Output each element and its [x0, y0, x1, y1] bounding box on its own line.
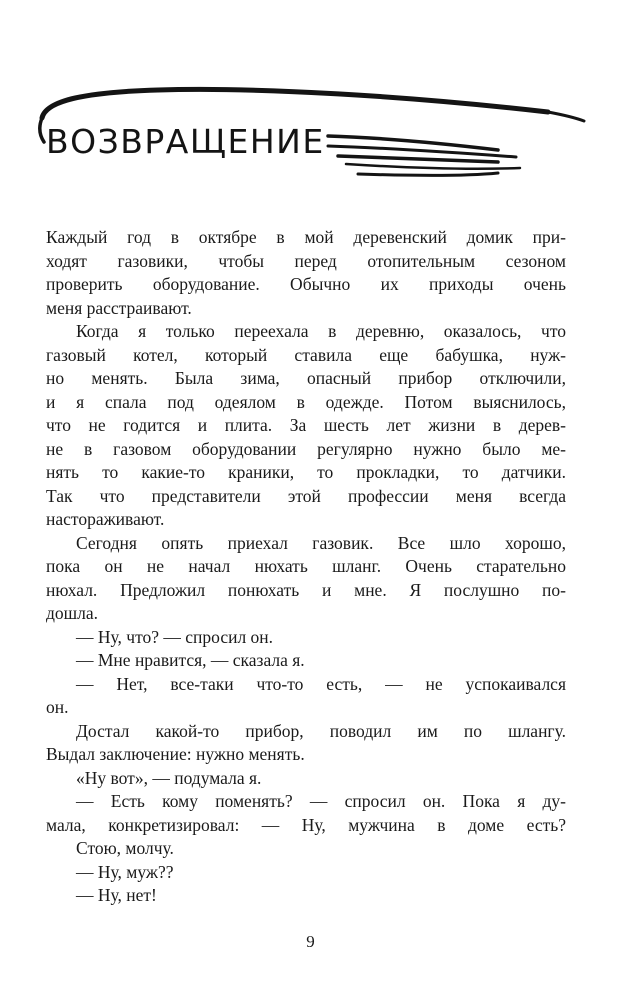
text-line: не в газовом оборудовании регулярно нужно было ме-: [46, 438, 566, 459]
chapter-title: ВОЗВРАЩЕНИЕ: [46, 122, 325, 161]
text-line: Так что представители этой профессии меня всегда: [46, 485, 566, 506]
text-line: Достал какой-то прибор, поводил им по шлангу.: [76, 720, 566, 741]
chapter-heading: [28, 78, 588, 208]
text-line: он.: [46, 697, 69, 717]
text-line: настораживают.: [46, 509, 165, 529]
text-line: дошла.: [46, 603, 99, 623]
text-line: нюхал. Предложил понюхать и мне. Я послушно по-: [46, 579, 566, 600]
text-line: меня расстраивают.: [46, 297, 192, 318]
text-line: — Ну, что? — спросил он.: [76, 626, 274, 647]
text-line: — Мне нравится, — сказала я.: [76, 650, 305, 670]
text-line: Выдал заключение: нужно менять.: [46, 744, 305, 764]
text-line: ходят газовики, чтобы перед отопительным сезоном: [46, 250, 566, 271]
text-line: пока он не начал нюхать шланг. Очень старательно: [46, 556, 566, 576]
text-line: — Ну, нет!: [76, 885, 157, 905]
text-line: — Есть кому поменять? — спросил он. Пока я ду-: [76, 791, 566, 811]
text-line: Стою, молчу.: [76, 838, 174, 858]
text-line: мала, конкретизировал: — Ну, мужчина в доме есть?: [46, 814, 566, 835]
text-line: но менять. Была зима, опасный прибор отключили,: [46, 368, 566, 388]
text-line: Сегодня опять приехал газовик. Все шло хорошо,: [76, 532, 566, 553]
text-line: что не годится и плита. За шесть лет жизни в дерев-: [46, 415, 566, 435]
text-line: и я спала под одеялом в одежде. Потом выяснилось,: [46, 391, 566, 412]
text-line: нять то какие-то краники, то прокладки, то датчики.: [46, 462, 566, 482]
text-line: Каждый год в октябре в мой деревенский домик при-: [46, 227, 566, 247]
text-line: — Ну, муж??: [76, 861, 174, 882]
page-number: 9: [306, 932, 315, 951]
text-line: газовый котел, который ставила еще бабушка, нуж-: [46, 344, 566, 365]
text-line: проверить оборудование. Обычно их приходы очень: [46, 274, 566, 294]
body-text: [46, 226, 566, 908]
text-line: «Ну вот», — подумала я.: [76, 767, 262, 788]
text-line: — Нет, все-таки что-то есть, — не успокаивался: [76, 673, 566, 694]
text-line: Когда я только переехала в деревню, оказалось, что: [76, 321, 566, 341]
